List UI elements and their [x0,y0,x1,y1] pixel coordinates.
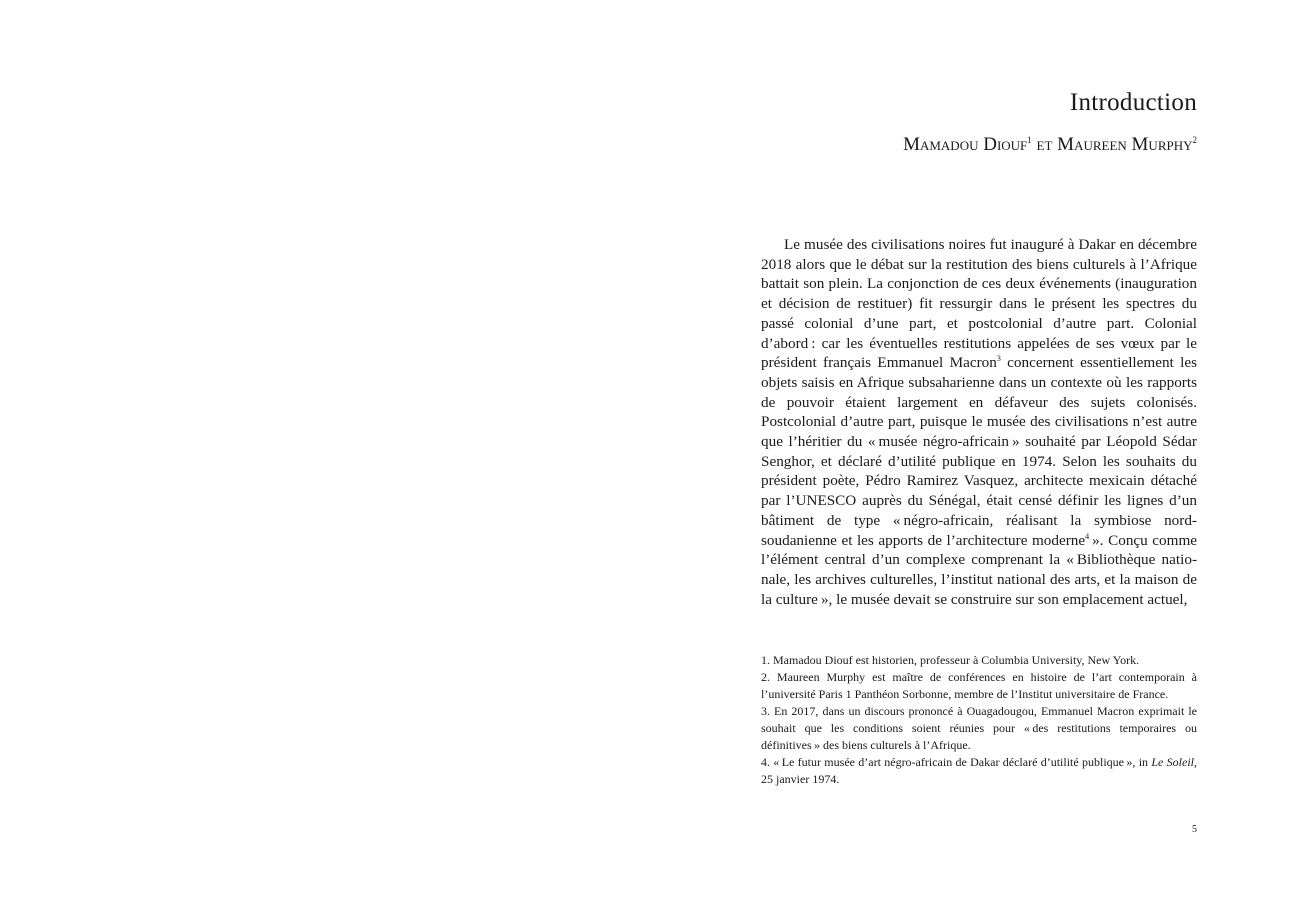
paragraph-text-2: concernent essentiellement les objets saisis en Afrique subsaharienne dans un contexte où les rapports de pouvoir étaient largement en défaveur des sujets colonisés. Postcolonial d’autre part, puisque le musée des civilisations n’est autre que l’héritier du « musée négro-africain » souhaité par Léopold Sédar Senghor, et déclaré d’utilité publique en 1974. Selon les souhaits du président poète, Pédro Ramirez Vasquez, architecte mexicain détaché par l’UNESCO auprès du Sénégal, était censé définir les lignes d’un bâtiment de type « négro-africain, réalisant la symbiose nord-soudanienne et les apports de l’architecture moderne [761,354,1197,549]
footnote-3: 3. En 2017, dans un discours prononcé à Ouagadougou, Emmanuel Macron exprimait le souhait que les conditions soient réunies pour « des restitutions temporaires ou définitives » des biens culturels à l’Afrique. [761,704,1197,752]
author-1: Mamadou Diouf [903,134,1028,155]
footnote-2: 2. Maureen Murphy est maître de conférences en histoire de l’art contemporain à l’université Paris 1 Panthéon Sorbonne, membre de l’Institut universitaire de France. [761,670,1197,701]
footnote-4-source: Le Soleil [1151,755,1194,769]
footnote-ref-4: 4 [1085,531,1090,541]
footnote-4-text: 4. « Le futur musée d’art négro-africain de Dakar déclaré d’utilité publique », in [761,755,1152,769]
body-paragraph [761,235,1197,609]
paragraph-text-1: Le musée des civilisations noires fut inauguré à Dakar en décembre 2018 alors que le débat sur la restitution des biens culturels à l’Afrique battait son plein. La conjonction de ces deux événements (inauguration et décision de restituer) fit ressurgir dans le présent les spectres du passé colonial d’une part, et postcolonial d’autre part. Colonial d’abord : car les éventuelles restitutions appelées de ses vœux par le président français Emmanuel Macron [761,236,1197,372]
footnote-ref-3: 3 [996,354,1001,364]
page-number: 5 [1192,824,1197,835]
chapter-authors [903,134,1197,156]
footnotes [761,652,1197,788]
author-2: Maureen Murphy [1057,134,1193,155]
footnote-1: 1. Mamadou Diouf est historien, professeur à Columbia University, New York. [761,653,1140,667]
chapter-title: Introduction [1069,89,1197,116]
footnote-4 [761,754,1197,788]
author-connector: et [1036,134,1053,155]
footnote-ref-2: 2 [1192,135,1197,145]
footnote-ref-1: 1 [1027,135,1032,145]
paragraph-text-3: ». Conçu comme l’élément central d’un complexe comprenant la « Bibliothèque nationale, les archives culturelles, l’institut national des arts, et la maison de la culture », le musée devait se construire sur son emplacement actuel, [761,531,1197,608]
footnote-4-date: , 25 janvier 1974. [761,755,1197,786]
